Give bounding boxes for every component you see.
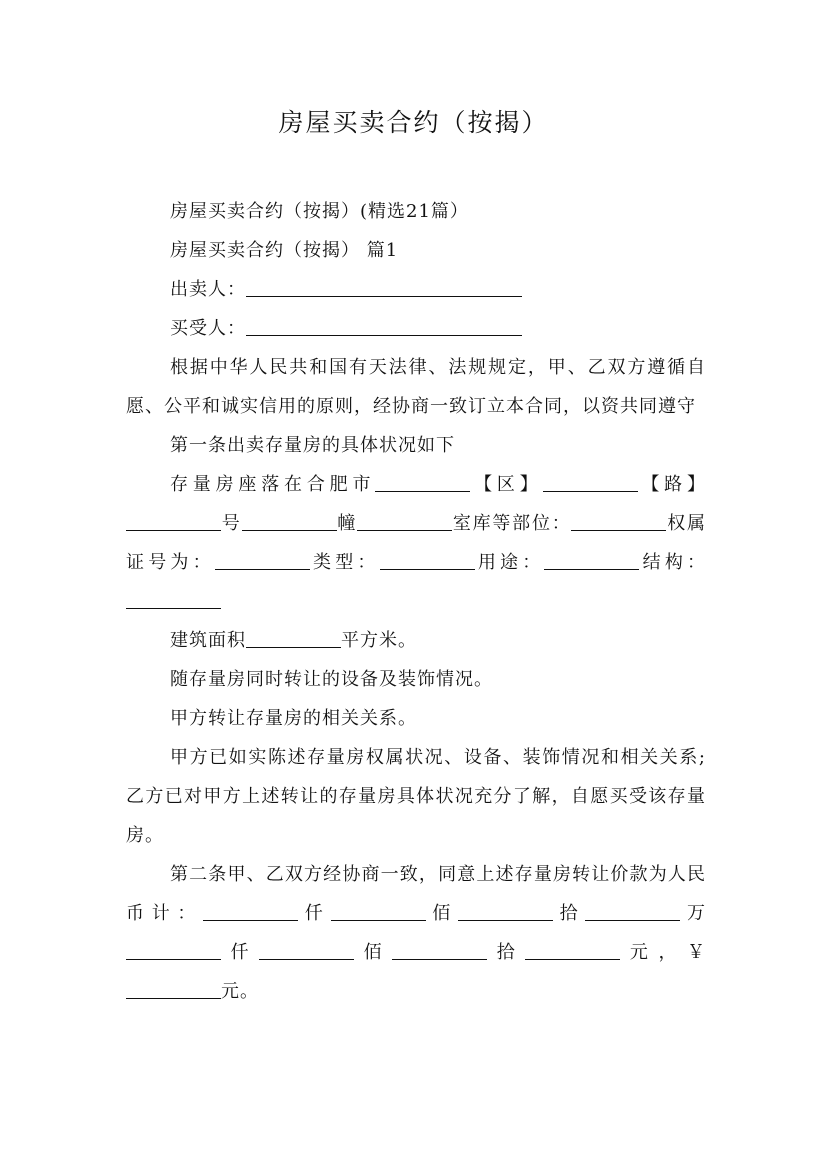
location-paragraph <box>126 465 706 621</box>
buyer-blank[interactable] <box>246 315 522 336</box>
document-body <box>126 192 706 1011</box>
location-text: 存量房座落在合肥市 <box>170 474 376 495</box>
type-label: 类型： <box>309 552 380 573</box>
article2-paragraph <box>126 855 706 1011</box>
room-label: 室库等部位： <box>452 513 572 534</box>
article2-text: 第二条甲、乙双方经协商一致，同意上述存量房转让价款为人民币计： <box>126 864 706 924</box>
city-blank[interactable] <box>375 471 470 492</box>
unit-bai-2: 佰 <box>354 942 393 963</box>
area-line <box>126 621 706 660</box>
unit-shi-2: 拾 <box>487 942 526 963</box>
unit-wan: 万 <box>680 903 707 924</box>
district-label: 【区】 <box>470 474 543 495</box>
unit-yuan-yen: 元，￥ <box>620 942 707 963</box>
intro-paragraph: 根据中华人民共和国有天法律、法规规定，甲、乙双方遵循自愿、公平和诚实信用的原则，经协商一致订立本合同，以资共同遵守 <box>126 357 706 417</box>
price-blank-9[interactable] <box>126 978 221 999</box>
structure-label: 结构： <box>639 552 707 573</box>
area-unit: 平方米。 <box>341 630 417 651</box>
price-blank-4[interactable] <box>585 900 680 921</box>
building-blank[interactable] <box>357 510 452 531</box>
article1-title: 第一条出卖存量房的具体状况如下 <box>170 435 455 456</box>
cert-blank[interactable] <box>215 549 310 570</box>
unit-qian: 仟 <box>298 903 331 924</box>
price-blank-2[interactable] <box>331 900 426 921</box>
unit-qian-2: 仟 <box>221 942 260 963</box>
road-label: 【路】 <box>637 474 706 495</box>
seller-label: 出卖人： <box>170 279 246 300</box>
number-blank[interactable] <box>242 510 337 531</box>
buyer-line <box>126 309 706 348</box>
document-title: 房屋买卖合约（按揭） <box>278 108 549 137</box>
cert-label: 权属证号为： <box>126 513 707 573</box>
usage-label: 用途： <box>474 552 545 573</box>
unit-shi: 拾 <box>552 903 586 924</box>
relations-line: 甲方转让存量房的相关关系。 <box>170 708 417 729</box>
usage-blank[interactable] <box>544 549 639 570</box>
area-label: 建筑面积 <box>170 630 246 651</box>
district-blank[interactable] <box>543 471 638 492</box>
equipment-line: 随存量房同时转让的设备及装饰情况。 <box>170 669 493 690</box>
number-label: 号 <box>221 513 242 534</box>
price-blank-7[interactable] <box>392 939 487 960</box>
price-blank-3[interactable] <box>458 900 553 921</box>
subtitle: 房屋买卖合约（按揭）(精选21篇） <box>170 201 469 222</box>
unit-bai: 佰 <box>425 903 458 924</box>
price-blank-6[interactable] <box>259 939 354 960</box>
buyer-label: 买受人： <box>170 318 246 339</box>
room-blank[interactable] <box>571 510 666 531</box>
seller-line <box>126 270 706 309</box>
area-blank[interactable] <box>246 627 341 648</box>
price-blank-8[interactable] <box>525 939 620 960</box>
price-blank-5[interactable] <box>126 939 221 960</box>
price-blank-1[interactable] <box>203 900 298 921</box>
unit-yuan: 元。 <box>221 981 259 1002</box>
type-blank[interactable] <box>380 549 475 570</box>
statement-paragraph: 甲方已如实陈述存量房权属状况、设备、装饰情况和相关关系;乙方已对甲方上述转让的存量房具体状况充分了解，自愿买受该存量房。 <box>126 747 706 846</box>
seller-blank[interactable] <box>246 276 522 297</box>
chapter-heading: 房屋买卖合约（按揭） 篇1 <box>170 240 399 261</box>
road-blank[interactable] <box>126 510 221 531</box>
building-label: 幢 <box>336 513 358 534</box>
structure-blank[interactable] <box>126 588 221 609</box>
